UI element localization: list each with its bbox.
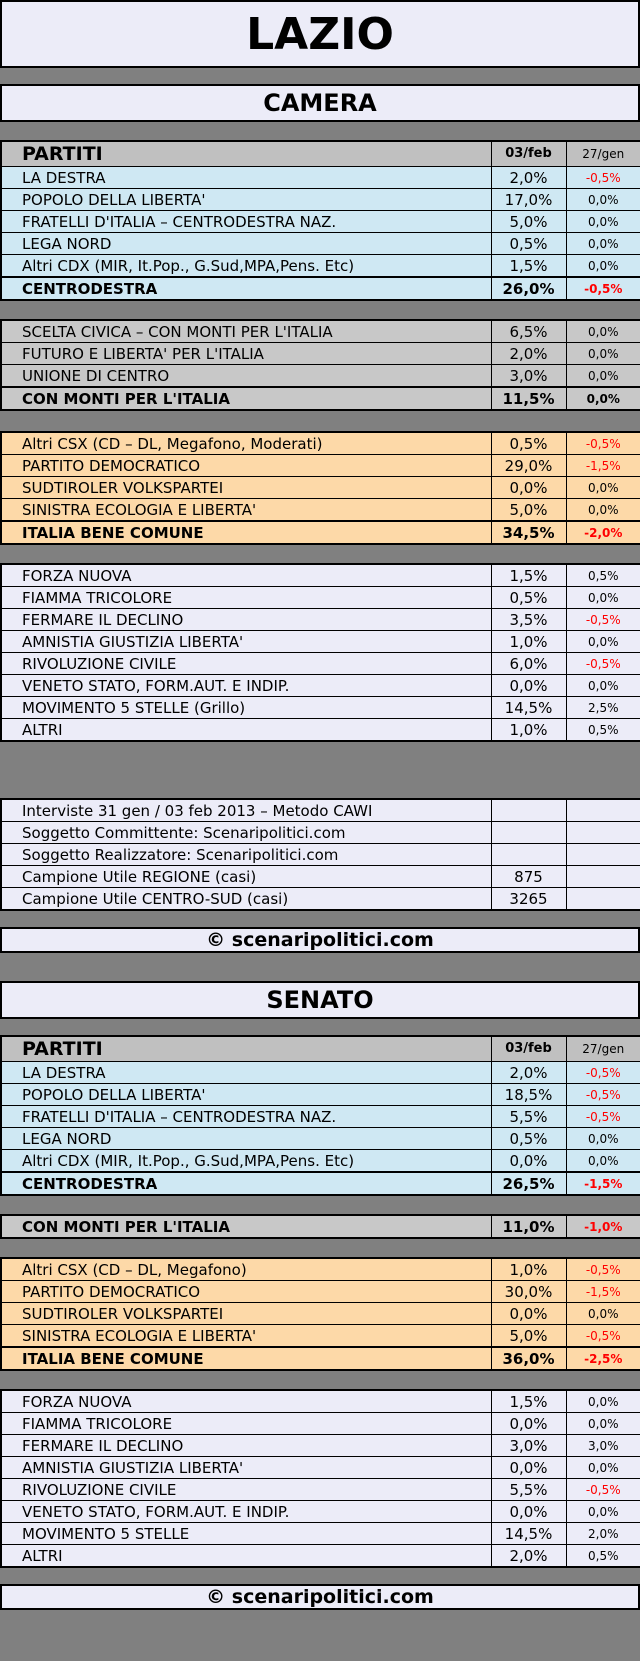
table-row bbox=[1, 609, 640, 631]
vote-share: 2,0% bbox=[491, 343, 566, 365]
header-col2: 27/gen bbox=[566, 141, 640, 167]
vote-share: 11,0% bbox=[491, 1215, 566, 1238]
table-row bbox=[1, 1457, 640, 1479]
table-row bbox=[1, 844, 640, 866]
delta: -1,0% bbox=[566, 1215, 640, 1238]
spacer bbox=[0, 911, 640, 927]
table-row bbox=[1, 1281, 640, 1303]
table-row bbox=[1, 343, 640, 365]
spacer bbox=[0, 1196, 640, 1214]
spacer bbox=[0, 545, 640, 563]
party-name: LA DESTRA bbox=[1, 167, 491, 189]
party-name: ALTRI bbox=[1, 719, 491, 742]
party-name: FRATELLI D'ITALIA – CENTRODESTRA NAZ. bbox=[1, 211, 491, 233]
party-name: MOVIMENTO 5 STELLE (Grillo) bbox=[1, 697, 491, 719]
delta: -0,5% bbox=[566, 167, 640, 189]
camera-title: CAMERA bbox=[0, 84, 640, 122]
party-name: PARTITO DEMOCRATICO bbox=[1, 1281, 491, 1303]
party-name: SINISTRA ECOLOGIA E LIBERTA' bbox=[1, 1325, 491, 1348]
camera-others-body bbox=[1, 564, 640, 741]
delta: 2,0% bbox=[566, 1523, 640, 1545]
party-name: FORZA NUOVA bbox=[1, 564, 491, 587]
party-name: FIAMMA TRICOLORE bbox=[1, 1413, 491, 1435]
party-name: VENETO STATO, FORM.AUT. E INDIP. bbox=[1, 1501, 491, 1523]
table-row bbox=[1, 1084, 640, 1106]
party-name: FRATELLI D'ITALIA – CENTRODESTRA NAZ. bbox=[1, 1106, 491, 1128]
party-name: LA DESTRA bbox=[1, 1062, 491, 1084]
camera-info-table bbox=[0, 798, 640, 911]
party-name: Soggetto Committente: Scenaripolitici.com bbox=[1, 822, 491, 844]
vote-share: 0,5% bbox=[491, 233, 566, 255]
spacer bbox=[0, 122, 640, 140]
party-name: POPOLO DELLA LIBERTA' bbox=[1, 189, 491, 211]
delta: 0,0% bbox=[566, 189, 640, 211]
table-row bbox=[1, 189, 640, 211]
vote-share: 3,0% bbox=[491, 1435, 566, 1457]
senato-csx-body bbox=[1, 1258, 640, 1370]
table-row bbox=[1, 631, 640, 653]
vote-share: 0,0% bbox=[491, 1413, 566, 1435]
table-row bbox=[1, 211, 640, 233]
vote-share: 0,0% bbox=[491, 1150, 566, 1173]
delta: 0,0% bbox=[566, 320, 640, 343]
table-row bbox=[1, 1150, 640, 1173]
senato-cdx-body bbox=[1, 1036, 640, 1195]
delta: 0,0% bbox=[566, 1150, 640, 1173]
spacer bbox=[0, 953, 640, 981]
party-name: Interviste 31 gen / 03 feb 2013 – Metodo CAWI bbox=[1, 799, 491, 822]
vote-share bbox=[491, 822, 566, 844]
table-row bbox=[1, 653, 640, 675]
vote-share: 17,0% bbox=[491, 189, 566, 211]
total-row bbox=[1, 1347, 640, 1370]
table-row bbox=[1, 1062, 640, 1084]
region-title: LAZIO bbox=[0, 0, 640, 68]
party-name: Campione Utile CENTRO-SUD (casi) bbox=[1, 888, 491, 911]
delta: -0,5% bbox=[566, 609, 640, 631]
delta bbox=[566, 822, 640, 844]
party-name: SUDTIROLER VOLKSPARTEI bbox=[1, 477, 491, 499]
vote-share: 2,0% bbox=[491, 1062, 566, 1084]
delta: 0,0% bbox=[566, 675, 640, 697]
vote-share: 26,0% bbox=[491, 277, 566, 300]
party-name: SUDTIROLER VOLKSPARTEI bbox=[1, 1303, 491, 1325]
camera-footer: © scenaripolitici.com bbox=[0, 927, 640, 953]
vote-share: 0,0% bbox=[491, 1303, 566, 1325]
total-row bbox=[1, 387, 640, 410]
table-row bbox=[1, 719, 640, 742]
party-name: Soggetto Realizzatore: Scenaripolitici.com bbox=[1, 844, 491, 866]
party-name: VENETO STATO, FORM.AUT. E INDIP. bbox=[1, 675, 491, 697]
party-name: FUTURO E LIBERTA' PER L'ITALIA bbox=[1, 343, 491, 365]
delta: -0,5% bbox=[566, 1258, 640, 1281]
table-row bbox=[1, 866, 640, 888]
party-name: FORZA NUOVA bbox=[1, 1390, 491, 1413]
total-row bbox=[1, 521, 640, 544]
senato-others-body bbox=[1, 1390, 640, 1567]
table-row bbox=[1, 564, 640, 587]
delta: 0,0% bbox=[566, 587, 640, 609]
vote-share: 1,5% bbox=[491, 564, 566, 587]
delta: -0,5% bbox=[566, 1479, 640, 1501]
camera-csx-body bbox=[1, 432, 640, 544]
total-row bbox=[1, 1215, 640, 1238]
table-header bbox=[1, 1036, 640, 1062]
camera-others-table bbox=[0, 563, 640, 742]
delta: 0,0% bbox=[566, 1128, 640, 1150]
party-name: ALTRI bbox=[1, 1545, 491, 1568]
delta: 0,5% bbox=[566, 1545, 640, 1568]
vote-share: 6,5% bbox=[491, 320, 566, 343]
vote-share: 5,0% bbox=[491, 1325, 566, 1348]
party-name: SCELTA CIVICA – CON MONTI PER L'ITALIA bbox=[1, 320, 491, 343]
party-name: FERMARE IL DECLINO bbox=[1, 1435, 491, 1457]
table-row bbox=[1, 1545, 640, 1568]
delta: 3,0% bbox=[566, 1435, 640, 1457]
senato-footer: © scenaripolitici.com bbox=[0, 1584, 640, 1610]
table-row bbox=[1, 320, 640, 343]
spacer bbox=[0, 1239, 640, 1257]
delta: -0,5% bbox=[566, 1062, 640, 1084]
table-header bbox=[1, 141, 640, 167]
camera-cdx-body bbox=[1, 141, 640, 300]
spacer bbox=[0, 742, 640, 798]
vote-share: 0,0% bbox=[491, 477, 566, 499]
table-row bbox=[1, 477, 640, 499]
total-row bbox=[1, 277, 640, 300]
vote-share: 1,0% bbox=[491, 1258, 566, 1281]
vote-share: 30,0% bbox=[491, 1281, 566, 1303]
delta: -2,0% bbox=[566, 521, 640, 544]
delta: 2,5% bbox=[566, 697, 640, 719]
table-row bbox=[1, 455, 640, 477]
table-row bbox=[1, 697, 640, 719]
spacer bbox=[0, 1568, 640, 1584]
vote-share: 3,5% bbox=[491, 609, 566, 631]
vote-share: 2,0% bbox=[491, 1545, 566, 1568]
delta: -0,5% bbox=[566, 1084, 640, 1106]
table-row bbox=[1, 1523, 640, 1545]
vote-share: 1,0% bbox=[491, 631, 566, 653]
header-col2: 27/gen bbox=[566, 1036, 640, 1062]
delta bbox=[566, 866, 640, 888]
spacer bbox=[0, 1371, 640, 1389]
vote-share: 5,0% bbox=[491, 499, 566, 522]
table-row bbox=[1, 587, 640, 609]
table-row bbox=[1, 799, 640, 822]
party-name: FIAMMA TRICOLORE bbox=[1, 587, 491, 609]
delta: 0,0% bbox=[566, 477, 640, 499]
party-name: LEGA NORD bbox=[1, 233, 491, 255]
delta: 0,0% bbox=[566, 1390, 640, 1413]
senato-csx-table bbox=[0, 1257, 640, 1371]
vote-share: 29,0% bbox=[491, 455, 566, 477]
delta: 0,0% bbox=[566, 343, 640, 365]
party-name: Campione Utile REGIONE (casi) bbox=[1, 866, 491, 888]
spacer bbox=[0, 68, 640, 84]
delta bbox=[566, 799, 640, 822]
delta: 0,0% bbox=[566, 1413, 640, 1435]
delta: 0,0% bbox=[566, 387, 640, 410]
camera-csx-table bbox=[0, 431, 640, 545]
party-name: Altri CSX (CD – DL, Megafono, Moderati) bbox=[1, 432, 491, 455]
vote-share: 0,5% bbox=[491, 432, 566, 455]
delta: -0,5% bbox=[566, 1106, 640, 1128]
vote-share: 34,5% bbox=[491, 521, 566, 544]
header-col1: 03/feb bbox=[491, 1036, 566, 1062]
vote-share: 3265 bbox=[491, 888, 566, 911]
delta: 0,0% bbox=[566, 365, 640, 388]
party-name: Altri CSX (CD – DL, Megafono) bbox=[1, 1258, 491, 1281]
party-name: RIVOLUZIONE CIVILE bbox=[1, 653, 491, 675]
delta bbox=[566, 888, 640, 911]
camera-cdx-table bbox=[0, 140, 640, 301]
delta: -0,5% bbox=[566, 277, 640, 300]
party-name: CON MONTI PER L'ITALIA bbox=[1, 387, 491, 410]
table-row bbox=[1, 1258, 640, 1281]
vote-share: 11,5% bbox=[491, 387, 566, 410]
header-label: PARTITI bbox=[1, 1036, 491, 1062]
vote-share: 0,5% bbox=[491, 1128, 566, 1150]
vote-share: 5,5% bbox=[491, 1106, 566, 1128]
table-row bbox=[1, 1325, 640, 1348]
party-name: Altri CDX (MIR, It.Pop., G.Sud,MPA,Pens. Etc) bbox=[1, 255, 491, 278]
delta: -1,5% bbox=[566, 1281, 640, 1303]
camera-monti-table bbox=[0, 319, 640, 411]
table-row bbox=[1, 233, 640, 255]
table-row bbox=[1, 1106, 640, 1128]
delta: -0,5% bbox=[566, 653, 640, 675]
vote-share bbox=[491, 799, 566, 822]
delta: 0,0% bbox=[566, 211, 640, 233]
senato-others-table bbox=[0, 1389, 640, 1568]
table-row bbox=[1, 675, 640, 697]
table-row bbox=[1, 1128, 640, 1150]
vote-share: 6,0% bbox=[491, 653, 566, 675]
vote-share: 1,0% bbox=[491, 719, 566, 742]
delta: -1,5% bbox=[566, 1172, 640, 1195]
delta: -1,5% bbox=[566, 455, 640, 477]
delta: -2,5% bbox=[566, 1347, 640, 1370]
table-row bbox=[1, 365, 640, 388]
table-row bbox=[1, 822, 640, 844]
vote-share: 18,5% bbox=[491, 1084, 566, 1106]
party-name: CENTRODESTRA bbox=[1, 1172, 491, 1195]
vote-share: 14,5% bbox=[491, 697, 566, 719]
vote-share: 0,5% bbox=[491, 587, 566, 609]
delta bbox=[566, 844, 640, 866]
vote-share: 1,5% bbox=[491, 1390, 566, 1413]
party-name: FERMARE IL DECLINO bbox=[1, 609, 491, 631]
table-row bbox=[1, 1501, 640, 1523]
delta: 0,0% bbox=[566, 1457, 640, 1479]
table-row bbox=[1, 167, 640, 189]
senato-monti-body bbox=[1, 1215, 640, 1238]
delta: 0,5% bbox=[566, 564, 640, 587]
party-name: MOVIMENTO 5 STELLE bbox=[1, 1523, 491, 1545]
delta: 0,0% bbox=[566, 1501, 640, 1523]
vote-share: 875 bbox=[491, 866, 566, 888]
header-label: PARTITI bbox=[1, 141, 491, 167]
table-row bbox=[1, 432, 640, 455]
table-row bbox=[1, 1390, 640, 1413]
vote-share: 2,0% bbox=[491, 167, 566, 189]
vote-share bbox=[491, 844, 566, 866]
delta: -0,5% bbox=[566, 1325, 640, 1348]
vote-share: 14,5% bbox=[491, 1523, 566, 1545]
table-row bbox=[1, 499, 640, 522]
party-name: AMNISTIA GIUSTIZIA LIBERTA' bbox=[1, 1457, 491, 1479]
senato-cdx-table bbox=[0, 1035, 640, 1196]
table-row bbox=[1, 1479, 640, 1501]
vote-share: 3,0% bbox=[491, 365, 566, 388]
vote-share: 5,0% bbox=[491, 211, 566, 233]
spacer bbox=[0, 1019, 640, 1035]
party-name: POPOLO DELLA LIBERTA' bbox=[1, 1084, 491, 1106]
vote-share: 36,0% bbox=[491, 1347, 566, 1370]
party-name: CENTRODESTRA bbox=[1, 277, 491, 300]
delta: 0,0% bbox=[566, 233, 640, 255]
vote-share: 0,0% bbox=[491, 675, 566, 697]
table-row bbox=[1, 888, 640, 911]
table-row bbox=[1, 255, 640, 278]
delta: -0,5% bbox=[566, 432, 640, 455]
total-row bbox=[1, 1172, 640, 1195]
senato-title: SENATO bbox=[0, 981, 640, 1019]
delta: 0,0% bbox=[566, 631, 640, 653]
party-name: RIVOLUZIONE CIVILE bbox=[1, 1479, 491, 1501]
party-name: ITALIA BENE COMUNE bbox=[1, 1347, 491, 1370]
party-name: LEGA NORD bbox=[1, 1128, 491, 1150]
camera-monti-body bbox=[1, 320, 640, 410]
delta: 0,0% bbox=[566, 1303, 640, 1325]
camera-info-body bbox=[1, 799, 640, 910]
party-name: UNIONE DI CENTRO bbox=[1, 365, 491, 388]
party-name: CON MONTI PER L'ITALIA bbox=[1, 1215, 491, 1238]
delta: 0,0% bbox=[566, 499, 640, 522]
delta: 0,0% bbox=[566, 255, 640, 278]
spacer bbox=[0, 301, 640, 319]
party-name: Altri CDX (MIR, It.Pop., G.Sud,MPA,Pens. Etc) bbox=[1, 1150, 491, 1173]
vote-share: 0,0% bbox=[491, 1501, 566, 1523]
vote-share: 0,0% bbox=[491, 1457, 566, 1479]
vote-share: 26,5% bbox=[491, 1172, 566, 1195]
party-name: AMNISTIA GIUSTIZIA LIBERTA' bbox=[1, 631, 491, 653]
senato-monti-table bbox=[0, 1214, 640, 1239]
table-row bbox=[1, 1435, 640, 1457]
table-row bbox=[1, 1413, 640, 1435]
header-col1: 03/feb bbox=[491, 141, 566, 167]
party-name: SINISTRA ECOLOGIA E LIBERTA' bbox=[1, 499, 491, 522]
party-name: PARTITO DEMOCRATICO bbox=[1, 455, 491, 477]
table-row bbox=[1, 1303, 640, 1325]
vote-share: 5,5% bbox=[491, 1479, 566, 1501]
spacer bbox=[0, 411, 640, 431]
delta: 0,5% bbox=[566, 719, 640, 742]
party-name: ITALIA BENE COMUNE bbox=[1, 521, 491, 544]
vote-share: 1,5% bbox=[491, 255, 566, 278]
